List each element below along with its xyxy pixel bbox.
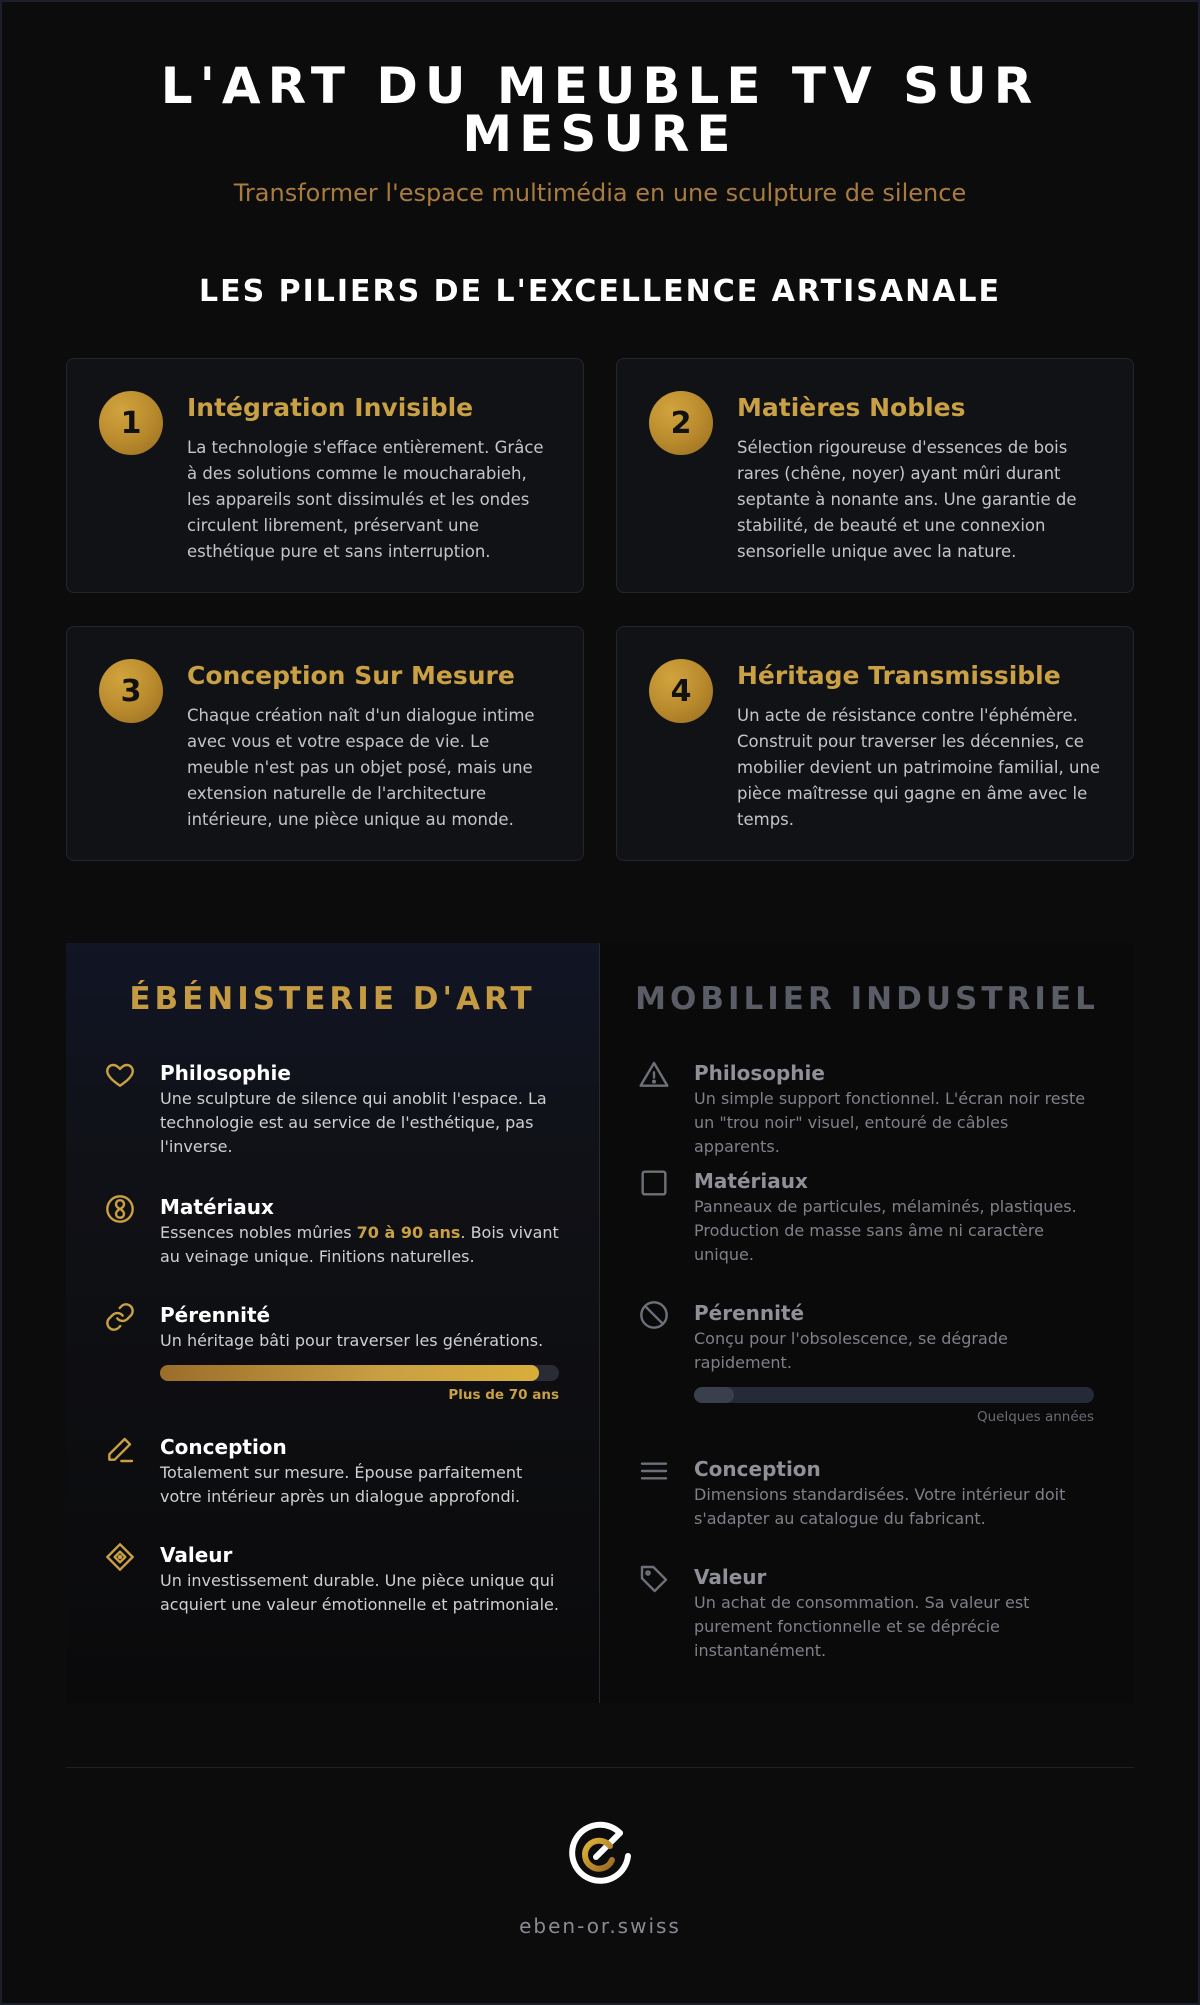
page-title-line-1: L'ART DU MEUBLE TV SUR (160, 57, 1040, 115)
diamond-icon (104, 1541, 136, 1573)
pillar-card-2 (616, 358, 1134, 593)
artisan-durability-bar-fill (160, 1365, 539, 1381)
page-subtitle: Transformer l'espace multimédia en une sculpture de silence (233, 179, 967, 207)
footer-divider (66, 1767, 1134, 1768)
materiaux-age-highlight: 70 à 90 ans (356, 1223, 461, 1242)
industrial-philosophie-text: Un simple support fonctionnel. L'écran noir reste un "trou noir" visuel, entouré de câbles apparents. (694, 1089, 1086, 1156)
pillar-number-badge: 4 (649, 659, 713, 723)
industrial-materiaux-text: Panneaux de particules, mélaminés, plastiques. Production de masse sans âme ni caractère unique. (694, 1197, 1077, 1264)
industrial-materiaux-title: Matériaux (694, 1169, 808, 1193)
pillar-title: Héritage Transmissible (737, 661, 1061, 690)
artisan-perennite-text: Un héritage bâti pour traverser les générations. (160, 1331, 544, 1350)
pillar-number-badge: 3 (99, 659, 163, 723)
wood-grain-icon (104, 1193, 136, 1225)
artisan-column (66, 943, 599, 1703)
industrial-durability-bar-fill (694, 1387, 734, 1403)
materiaux-text-end: . Bois vivant au veinage unique. Finitions naturelles. (160, 1223, 559, 1266)
artisan-durability-caption: Plus de 70 ans (448, 1387, 559, 1403)
industrial-durability-bar (694, 1387, 1094, 1403)
eben-or-logo (566, 1820, 634, 1890)
artisan-valeur-text: Un investissement durable. Une pièce unique qui acquiert une valeur émotionnelle et patrimoniale. (160, 1571, 559, 1614)
artisan-philosophie-text: Une sculpture de silence qui anoblit l'espace. La technologie est au service de l'esthétique, pas l'inverse. (160, 1089, 547, 1156)
pillars-section-title: LES PILIERS DE L'EXCELLENCE ARTISANALE (198, 274, 1002, 309)
heart-icon (104, 1059, 136, 1091)
pillar-number-badge: 1 (99, 391, 163, 455)
footer-website: eben-or.swiss (519, 1914, 681, 1938)
pillar-text: Un acte de résistance contre l'éphémère. Construit pour traverser les décennies, ce mobilier devient un patrimoine familial, une pièce maîtresse qui gagne en âme avec le temps. (737, 706, 1101, 829)
artisan-perennite-title: Pérennité (160, 1303, 271, 1327)
comparison-section (66, 943, 1134, 1703)
industrial-conception-text: Dimensions standardisées. Votre intérieur doit s'adapter au catalogue du fabricant. (694, 1485, 1066, 1528)
industrial-conception-title: Conception (694, 1457, 821, 1481)
pillar-text: La technologie s'efface entièrement. Grâce à des solutions comme le moucharabieh, les appareils sont dissimulés et les ondes circulent librement, préservant une esthétique pure et sans interruption. (187, 438, 544, 561)
industrial-column (600, 943, 1134, 1703)
square-icon (638, 1167, 670, 1199)
artisan-philosophie-title: Philosophie (160, 1061, 291, 1085)
industrial-column-title: MOBILIER INDUSTRIEL (635, 981, 1099, 1017)
artisan-valeur-title: Valeur (160, 1543, 233, 1567)
ban-icon (638, 1299, 670, 1331)
materiaux-text-start: Essences nobles mûries (160, 1223, 357, 1242)
industrial-durability-caption: Quelques années (976, 1409, 1094, 1425)
menu-lines-icon (638, 1455, 670, 1487)
pillar-card-3 (66, 626, 584, 861)
page-title (0, 57, 1200, 163)
pillar-title: Matières Nobles (737, 393, 966, 422)
industrial-valeur-title: Valeur (694, 1565, 767, 1589)
pencil-icon (104, 1433, 136, 1465)
warning-icon (638, 1059, 670, 1091)
pillar-title: Intégration Invisible (187, 393, 474, 422)
link-icon (104, 1301, 136, 1333)
artisan-durability-bar (160, 1365, 559, 1381)
artisan-conception-title: Conception (160, 1435, 287, 1459)
industrial-perennite-text: Conçu pour l'obsolescence, se dégrade rapidement. (694, 1329, 1008, 1372)
pillar-card-1 (66, 358, 584, 593)
page-title-line-2: MESURE (462, 105, 738, 163)
pillar-number-badge: 2 (649, 391, 713, 455)
tag-icon (638, 1563, 670, 1595)
artisan-materiaux-text (160, 1221, 559, 1269)
pillar-text: Chaque création naît d'un dialogue intime avec vous et votre espace de vie. Le meuble n'est pas un objet posé, mais une extension naturelle de l'architecture intérieure, une pièce unique au monde. (187, 706, 535, 829)
pillar-title: Conception Sur Mesure (187, 661, 515, 690)
artisan-conception-text: Totalement sur mesure. Épouse parfaitement votre intérieur après un dialogue approfondi. (160, 1463, 523, 1506)
industrial-perennite-title: Pérennité (694, 1301, 805, 1325)
artisan-column-title: ÉBÉNISTERIE D'ART (129, 981, 536, 1017)
pillar-card-4 (616, 626, 1134, 861)
industrial-valeur-text: Un achat de consommation. Sa valeur est purement fonctionnelle et se déprécie instantanément. (694, 1593, 1030, 1660)
artisan-materiaux-title: Matériaux (160, 1195, 274, 1219)
pillar-text: Sélection rigoureuse d'essences de bois rares (chêne, noyer) ayant mûri durant septante à nonante ans. Une garantie de stabilité, de beauté et une connexion sensorielle unique avec la nature. (737, 438, 1077, 561)
industrial-philosophie-title: Philosophie (694, 1061, 825, 1085)
